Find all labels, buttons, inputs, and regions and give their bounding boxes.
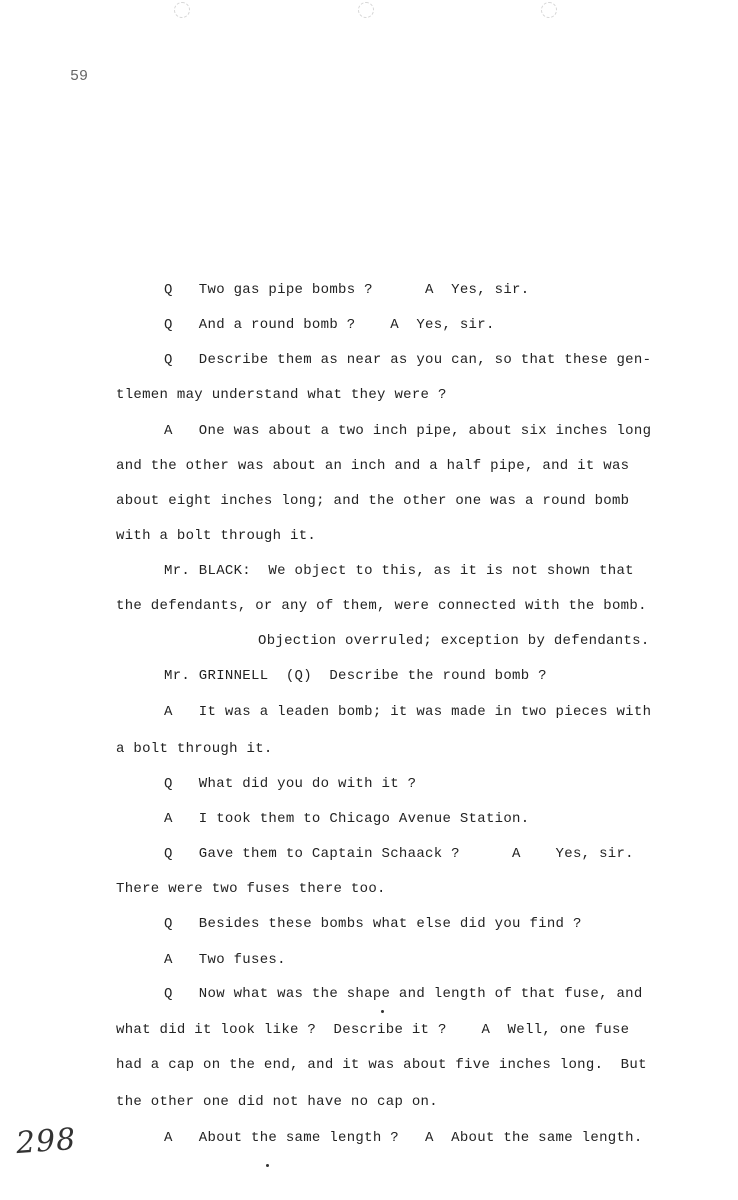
punch-hole-icon: [358, 2, 374, 18]
text-line: Mr. BLACK: We object to this, as it is not shown that: [164, 563, 634, 579]
text-line: and the other was about an inch and a half pipe, and it was: [116, 458, 630, 474]
margin-handwritten-number: 298: [14, 1121, 78, 1162]
text-line: A Two fuses.: [164, 952, 286, 968]
text-line: the defendants, or any of them, were connected with the bomb.: [116, 598, 647, 614]
text-line: had a cap on the end, and it was about five inches long. But: [116, 1057, 647, 1073]
text-line: Q Besides these bombs what else did you find ?: [164, 916, 582, 932]
text-line: There were two fuses there too.: [116, 881, 386, 897]
text-line: a bolt through it.: [116, 741, 273, 757]
text-line: A It was a leaden bomb; it was made in two pieces with: [164, 704, 652, 720]
text-line: tlemen may understand what they were ?: [116, 387, 447, 403]
text-line: Q What did you do with it ?: [164, 776, 417, 792]
text-line: Mr. GRINNELL (Q) Describe the round bomb ?: [164, 668, 547, 684]
ink-speck: [381, 1010, 384, 1013]
ink-speck: [266, 1164, 269, 1167]
text-line: Q Now what was the shape and length of that fuse, and: [164, 986, 643, 1002]
text-line: Q And a round bomb ? A Yes, sir.: [164, 317, 495, 333]
text-line: the other one did not have no cap on.: [116, 1094, 438, 1110]
text-line: Q Describe them as near as you can, so that these gen-: [164, 352, 652, 368]
text-line: Q Two gas pipe bombs ? A Yes, sir.: [164, 282, 530, 298]
punch-hole-marks: [0, 2, 738, 22]
text-line: A I took them to Chicago Avenue Station.: [164, 811, 530, 827]
text-line: Q Gave them to Captain Schaack ? A Yes, sir.: [164, 846, 634, 862]
text-line: A About the same length ? A About the same length.: [164, 1130, 643, 1146]
text-line: Objection overruled; exception by defendants.: [258, 633, 650, 649]
punch-hole-icon: [541, 2, 557, 18]
text-line: about eight inches long; and the other one was a round bomb: [116, 493, 630, 509]
page-number: 59: [70, 68, 89, 85]
text-line: A One was about a two inch pipe, about six inches long: [164, 423, 652, 439]
text-line: what did it look like ? Describe it ? A Well, one fuse: [116, 1022, 630, 1038]
text-line: with a bolt through it.: [116, 528, 317, 544]
punch-hole-icon: [174, 2, 190, 18]
